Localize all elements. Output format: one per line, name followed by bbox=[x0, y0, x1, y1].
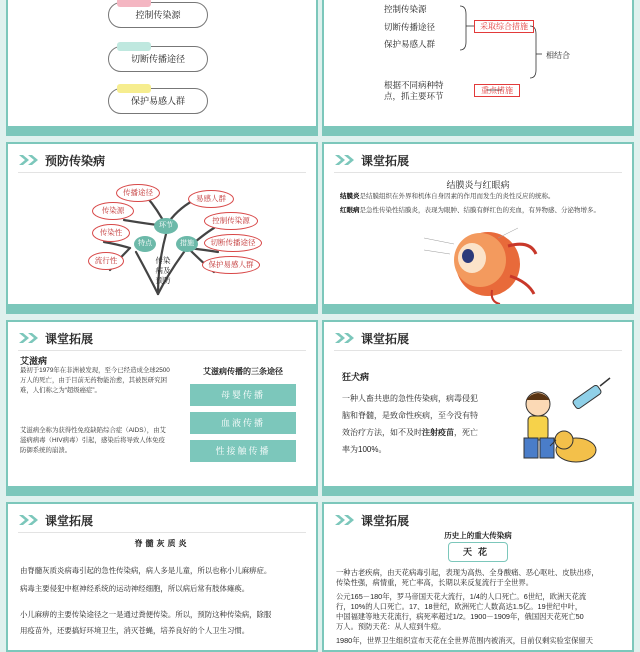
double-chevron-icon bbox=[334, 153, 356, 167]
slide-header bbox=[18, 511, 93, 529]
slide-prevent-infectious[interactable] bbox=[6, 142, 318, 314]
measure-item: 控制传染源 bbox=[384, 4, 427, 14]
route-mother-child: 母婴传播 bbox=[190, 384, 296, 406]
slide-title: 课堂拓展 bbox=[361, 331, 410, 346]
double-chevron-icon bbox=[334, 331, 356, 345]
smallpox-line: 万人。预防天花：从人痘到牛痘。 bbox=[336, 622, 446, 631]
slide-bottom-bar bbox=[324, 126, 632, 134]
slide-rabies[interactable] bbox=[322, 320, 634, 496]
polio-line: 由脊髓灰质炎病毒引起的急性传染病，病人多是儿童，所以也称小儿麻痹症。 bbox=[20, 566, 272, 575]
slide-header bbox=[334, 511, 409, 529]
slide-aids[interactable] bbox=[6, 320, 318, 496]
aids-paragraph-1: 最初于1979年在非洲被发现，至今已经造成全球2500万人的死亡，由于目前无药物能治愈，其被医研究困难，人们称之为“超级癌症”。 bbox=[20, 367, 170, 394]
polio-line: 病毒主要侵犯中枢神经系统的运动神经细胞，所以病后常有肢体瘫痪。 bbox=[20, 584, 250, 593]
route-blood: 血液传播 bbox=[190, 412, 296, 434]
combine-label: 相结合 bbox=[546, 51, 570, 60]
slide-title: 课堂拓展 bbox=[361, 153, 410, 168]
measure-item: 保护易感人群 bbox=[384, 39, 436, 49]
slide-bottom-bar bbox=[324, 304, 632, 312]
polio-line: 用疫苗外，还要搞好环境卫生，消灭苍蝇，培养良好的个人卫生习惯。 bbox=[20, 626, 250, 635]
slide-conjunctivitis[interactable] bbox=[322, 142, 634, 314]
slide-title: 课堂拓展 bbox=[361, 513, 410, 528]
mm-oval-epidemic: 流行性 bbox=[88, 252, 124, 270]
mm-oval-source: 传染源 bbox=[92, 202, 134, 220]
mm-oval-route: 传播途径 bbox=[116, 184, 160, 202]
routes-title: 艾滋病传播的三条途径 bbox=[203, 367, 283, 376]
topic-title: 历史上的重大传染病 bbox=[444, 531, 512, 540]
paragraph-conjunctivitis: 结膜炎是结膜组织在外界和机体自身因素的作用而发生的炎性反应的统称。 bbox=[340, 193, 555, 200]
mm-node-measure: 措施 bbox=[176, 236, 198, 252]
smallpox-line: 传染性强，病情重，死亡率高，长期以来反复流行于全世界。 bbox=[336, 578, 534, 587]
header-divider bbox=[334, 350, 622, 351]
mm-oval-infectivity: 传染性 bbox=[92, 224, 130, 242]
mind-map-lines bbox=[8, 174, 320, 314]
mm-oval-control-source: 控制传染源 bbox=[204, 212, 258, 230]
slide-history-diseases[interactable] bbox=[322, 502, 634, 652]
smallpox-line: 公元165－180年，罗马帝国天花大流行，1/4的人口死亡。6世纪，欧洲天花流 bbox=[336, 592, 587, 601]
smallpox-badge: 天花 bbox=[448, 542, 508, 562]
smallpox-line: 中国福建等地天花流行，病死率超过1/2。1900－1909年，俄国因天花死亡50 bbox=[336, 612, 584, 621]
smallpox-line: 行，10%的人口死亡。17、18世纪，欧洲死亡人数高达1.5亿。19世纪中叶， bbox=[336, 602, 583, 611]
slide-bottom-bar bbox=[8, 126, 316, 134]
rabies-paragraph: 一种人畜共患的急性传染病，病毒侵犯 脑和脊髓，是致命性疾病，至今没有特 效治疗方法，如不及时注射疫苗，死亡 率为100%。 bbox=[342, 394, 478, 454]
polio-line: 小儿麻痹的主要传染途径之一是通过粪便传染。所以，预防这种传染病，除服 bbox=[20, 610, 272, 619]
mm-node-feature: 特点 bbox=[134, 236, 156, 252]
slide-bottom-bar bbox=[8, 486, 316, 494]
measure-item: 根据不同病种特 点，抓主要环节 bbox=[384, 80, 444, 101]
slide-header bbox=[334, 151, 409, 169]
header-divider bbox=[18, 172, 306, 173]
mm-oval-protect: 保护易感人群 bbox=[202, 256, 260, 274]
slide-polio[interactable] bbox=[6, 502, 318, 652]
slide-title: 课堂拓展 bbox=[45, 513, 94, 528]
route-sexual: 性接触传播 bbox=[190, 440, 296, 462]
slide-bottom-bar bbox=[8, 304, 316, 312]
topic-title: 脊髓灰质炎 bbox=[134, 539, 190, 548]
eye-anatomy-illustration bbox=[420, 220, 540, 306]
key-measures-box: 重点措施 bbox=[474, 84, 520, 97]
slide-title: 预防传染病 bbox=[45, 153, 106, 168]
pink-marker bbox=[117, 0, 151, 7]
tag-control-source: 控制传染源 bbox=[108, 2, 208, 28]
mm-node-link: 环节 bbox=[154, 218, 178, 234]
header-divider bbox=[18, 350, 306, 351]
slide-title: 课堂拓展 bbox=[45, 331, 94, 346]
paragraph-pinkeye: 红眼病是急性传染性结膜炎，表现为眼肿、结膜有鲜红色的充血，有异物感、分泌物增多。 bbox=[340, 207, 600, 214]
dog-bite-illustration bbox=[510, 378, 626, 474]
smallpox-line: 1980年，世界卫生组织宣布天花在全世界范围内被消灭，目前仅剩实验室保留天 bbox=[336, 636, 594, 645]
slide-bottom-bar bbox=[324, 486, 632, 494]
comprehensive-measures-box: 采取综合措施 bbox=[474, 20, 534, 33]
mm-center: 传染 病及 预防 bbox=[155, 256, 171, 285]
topic-title: 狂犬病 bbox=[342, 372, 370, 382]
slide-prevention-tags[interactable] bbox=[6, 0, 318, 136]
double-chevron-icon bbox=[18, 153, 40, 167]
slide-measures[interactable] bbox=[322, 0, 634, 136]
slide-header bbox=[334, 329, 409, 347]
mm-oval-susceptible: 易感人群 bbox=[188, 190, 234, 208]
double-chevron-icon bbox=[334, 513, 356, 527]
green-marker bbox=[117, 42, 151, 51]
aids-paragraph-2: 艾滋病全称为获得性免疫缺陷综合症（AIDS），由艾滋病病毒（HIV病毒）引起，感染后将导致人体免疫防御系统的崩溃。 bbox=[20, 427, 166, 454]
slide-header bbox=[18, 151, 105, 169]
slide-header bbox=[18, 329, 93, 347]
double-chevron-icon bbox=[18, 513, 40, 527]
smallpox-line: 一种古老疾病，由天花病毒引起，表现为高热、全身酸痛、恶心呕吐、皮肤出疹， bbox=[336, 568, 599, 577]
measure-item: 切断传播途径 bbox=[384, 22, 436, 32]
topic-title: 结膜炎与红眼病 bbox=[446, 180, 510, 190]
tag-protect-people: 保护易感人群 bbox=[108, 88, 208, 114]
mm-oval-cut-route: 切断传播途径 bbox=[204, 234, 262, 252]
yellow-marker bbox=[117, 84, 151, 93]
header-divider bbox=[18, 532, 306, 533]
tag-cut-route: 切断传播途径 bbox=[108, 46, 208, 72]
double-chevron-icon bbox=[18, 331, 40, 345]
header-divider bbox=[334, 172, 622, 173]
topic-title: 艾滋病 bbox=[20, 356, 48, 366]
